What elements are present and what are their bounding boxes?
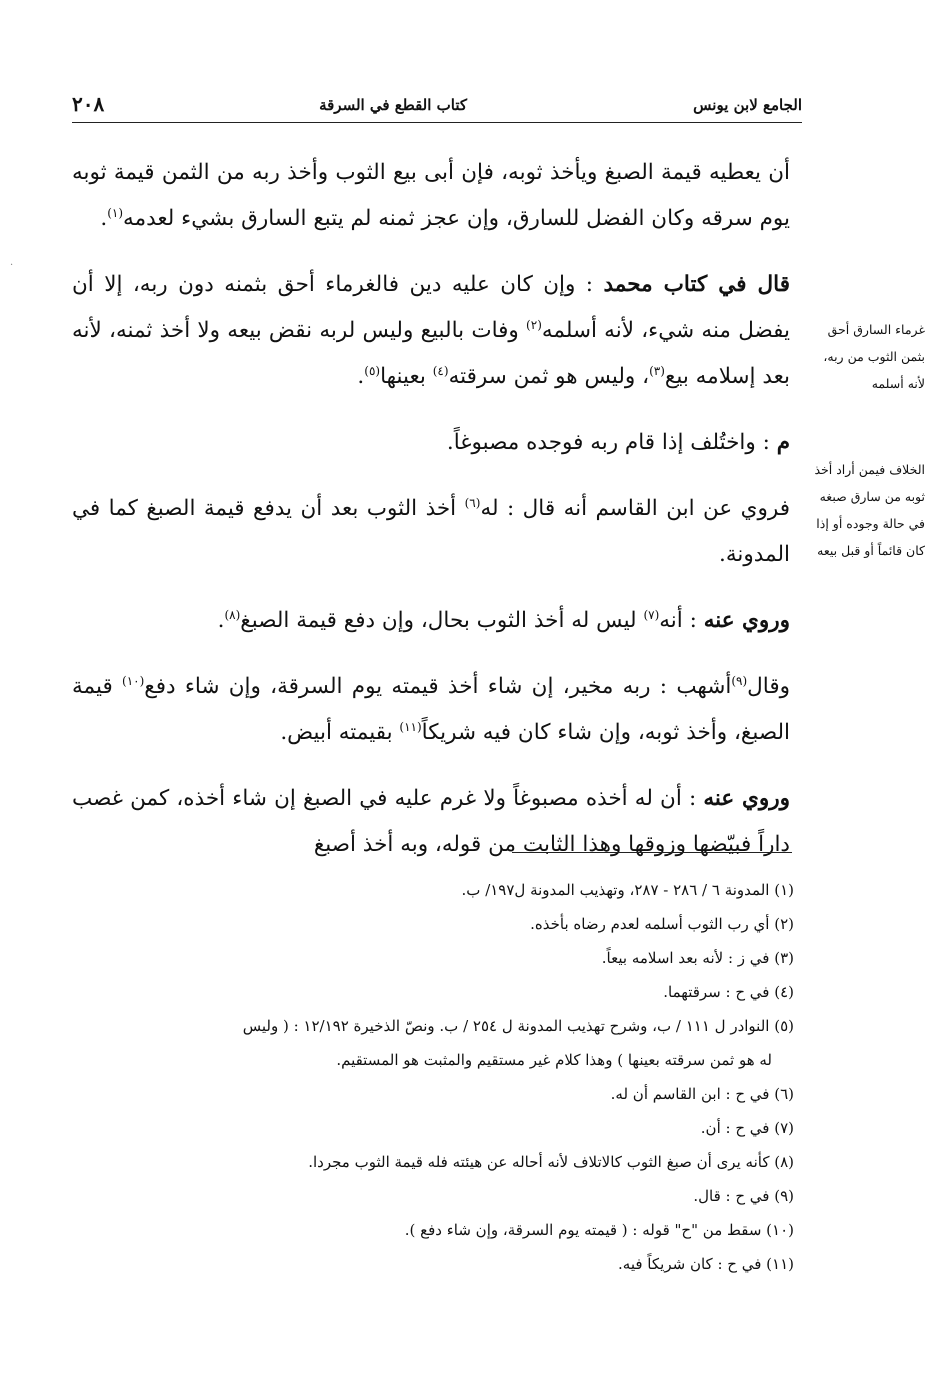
paragraph-2: قال في كتاب محمد : وإن كان عليه دين فالغرماء أحق بثمنه دون ربه، إلا أن يفضل منه شيء، لأنه أسلمه$^{(٢)}$ وفات بالبيع وليس لربه نقض بيعه ولا أخذ ثمنه، لأنه بعد إسلامه بيع$^{(٣)}$، وليس هو ثمن سرقته$^{(٤)}$ بعينها$^{(٥)}$. <box>72 272 790 389</box>
main-text <box>72 150 790 888</box>
page-number: ٢٠٨ <box>72 92 105 116</box>
paragraph-5: وروي عنه : أنه$^{(٧)}$ ليس له أخذ الثوب بحال، وإن دفع قيمة الصبغ$^{(٨)}$. <box>217 607 790 633</box>
footnote: (٩) في ح : قال. <box>693 1187 794 1205</box>
footnote: (١١) في ح : كان شريكاً فيه. <box>618 1255 794 1273</box>
footnote: (٥) النوادر ل ١١١ / ب، وشرح تهذيب المدونة ل ٢٥٤ / ب. ونصّ الذخيرة ١٢/١٩٢ : ( وليس <box>242 1017 794 1035</box>
margin-note-dyed-garment: الخلاف فيمن أراد أخذ ثوبه من سارق صبغه في حالة وجوده أو إذا كان قائماً أو قبل بيعه <box>814 462 925 558</box>
footnote: (٧) في ح : أن. <box>700 1119 794 1137</box>
paragraph-6: وقال$^{(٩)}$أشهب : ربه مخير، إن شاء أخذ قيمته يوم السرقة، وإن شاء دفع$^{(١٠)}$ قيمة الصبغ، وأخذ ثوبه، وإن شاء كان فيه شريكاً$^{(١١)}$ بقيمته أبيض. <box>72 673 790 745</box>
footnote: (١) المدونة ٦ / ٢٨٦ - ٢٨٧، وتهذيب المدونة ل١٩٧/ ب. <box>461 881 794 899</box>
paragraph-4: فروي عن ابن القاسم أنه قال : له$^{(٦)}$ أخذ الثوب بعد أن يدفع قيمة الصبغ كما في المدونة. <box>72 495 790 567</box>
footnote: (٦) في ح : ابن القاسم أن له. <box>610 1085 794 1103</box>
footnotes <box>72 873 794 1281</box>
margin-note-creditors: غرماء السارق أحق بثمن الثوب من ربه، لأنه أسلمه <box>823 322 925 391</box>
footnote: (٢) أي رب الثوب أسلمه لعدم رضاه بأخذه. <box>530 915 794 933</box>
header-rule <box>72 122 802 123</box>
scan-mark: · <box>10 260 14 271</box>
footnote: (١٠) سقط من "ح" قوله : ( قيمته يوم السرقة، وإن شاء دفع ). <box>404 1221 794 1239</box>
footnote-continuation: له هو ثمن سرقته بعينها ) وهذا كلام غير مستقيم والمثبت هو المستقيم. <box>336 1051 772 1069</box>
paragraph-1: أن يعطيه قيمة الصبغ ويأخذ ثوبه، فإن أبى بيع الثوب وأخذ ربه من الثمن قيمة ثوبه يوم سرقه وكان الفضل للسارق، وإن عجز ثمنه لم يتبع السارق بشيء لعدمه$^{(١)}$. <box>72 160 790 231</box>
paragraph-3: م : واختُلف إذا قام ربه فوجده مصبوغاً. <box>446 430 790 455</box>
footnote: (٨) كأنه يرى أن صبغ الثوب كالاتلاف لأنه أحاله عن هيئته فله قيمة الثوب مجردا. <box>308 1153 794 1171</box>
running-header <box>72 92 802 122</box>
book-title: الجامع لابن يونس <box>693 96 802 114</box>
paragraph-7: وروي عنه : أن له أخذه مصبوغاً ولا غرم عليه في الصبغ إن شاء أخذه، كمن غصب داراً فبيّضها وزوقها وهذا الثابت من قوله، وبه أخذ أصبغ <box>72 786 790 857</box>
footnote: (٤) في ح : سرقتهما. <box>663 983 794 1001</box>
chapter-title: كتاب القطع في السرقة <box>319 96 467 114</box>
footnote: (٣) في ز : لأنه بعد اسلامه بيعاً. <box>601 949 794 967</box>
footnote-rule <box>512 852 792 853</box>
